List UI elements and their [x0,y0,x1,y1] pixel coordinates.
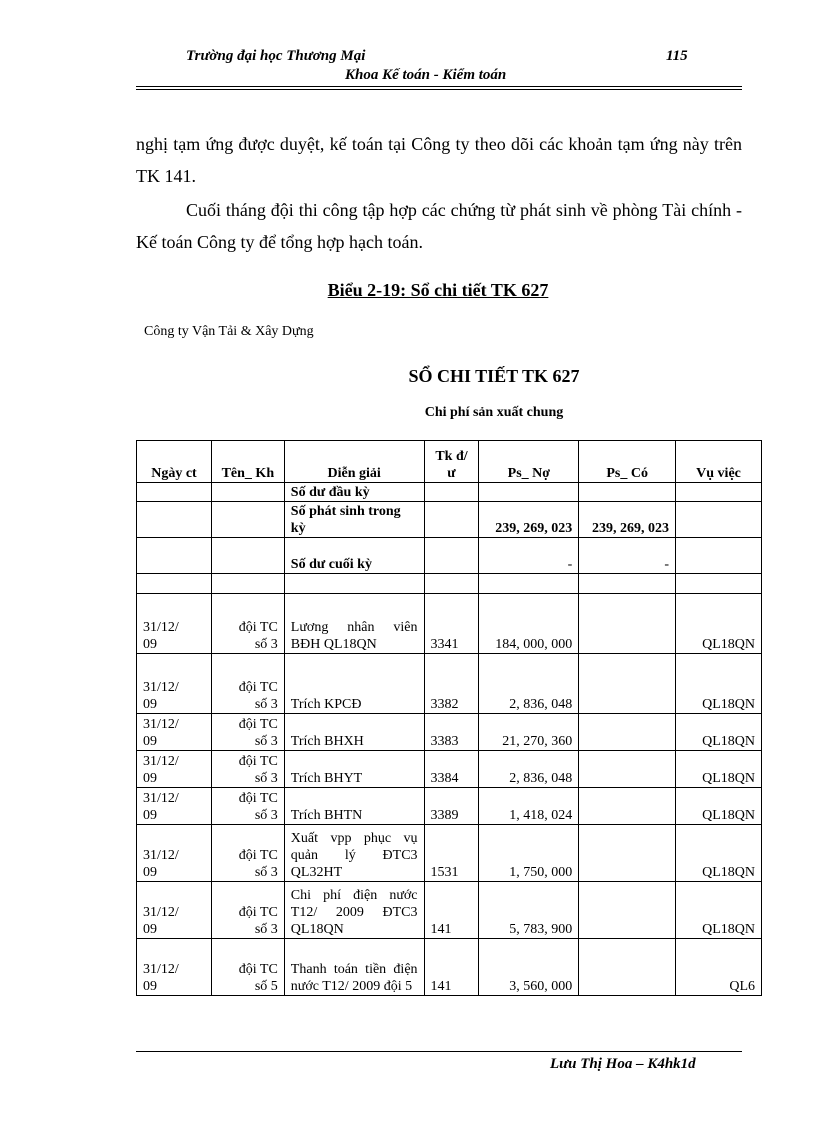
body-paragraph-2: Cuối tháng đội thi công tập hợp các chứng từ phát sinh về phòng Tài chính - Kế toán Công ty để tổng hợp hạch toán. [136,200,742,252]
row-team-line2: số 3 [254,922,278,937]
row-date [137,714,212,751]
header-faculty: Khoa Kế toán - Kiểm toán [345,67,507,83]
row-credit [579,654,676,714]
row-account: 141 [424,939,479,996]
row-date-day: 31/ [143,754,161,769]
row-case: QL18QN [676,788,762,825]
row-date [137,654,212,714]
row-description: Xuất vpp phục vụ quản lý ĐTC3 QL32HT [284,825,424,882]
company-name: Công ty Vận Tải & Xây Dựng [144,324,314,339]
row-case: QL18QN [676,654,762,714]
row-date-year: 09 [143,808,157,823]
col-debit-header: Ps_ Nợ [479,441,579,483]
table-row [137,788,762,825]
table-row [137,939,762,996]
row-date [137,825,212,882]
row-credit [579,825,676,882]
row-date-month: 12/ [160,754,179,769]
row-date [137,594,212,654]
row-team-line2: số 3 [254,865,278,880]
ledger-table [136,440,762,996]
row-team-line2: số 3 [254,771,278,786]
row-date-month: 12/ [160,680,179,695]
row-description: Thanh toán tiền điện nước T12/ 2009 đội 5 [284,939,424,996]
row-credit [579,788,676,825]
row-account: 3384 [424,751,479,788]
row-team-line2: số 3 [254,637,278,652]
row-case: QL18QN [676,751,762,788]
footer-rule [136,1051,742,1052]
header-rule-second [136,89,742,90]
table-row [137,751,762,788]
closing-balance-credit: - [579,538,676,574]
row-account: 1531 [424,825,479,882]
row-team-line2: số 5 [254,979,278,994]
closing-balance-row [137,538,762,574]
row-date-month: 12/ [160,905,179,920]
row-debit: 21, 270, 360 [479,714,579,751]
row-debit: 2, 836, 048 [479,654,579,714]
figure-caption-text: Biểu 2-19: Sổ chi tiết TK 627 [327,280,549,300]
row-team-line2: số 3 [254,697,278,712]
row-team-line1: đội TC [238,620,278,635]
row-date-year: 09 [143,922,157,937]
row-team-line1: đội TC [238,962,278,977]
table-row [137,654,762,714]
row-date-day: 31/ [143,962,161,977]
opening-balance-label: Số dư đầu kỳ [284,483,424,502]
ledger-header-row [137,441,762,483]
row-credit [579,882,676,939]
row-date-day: 31/ [143,680,161,695]
row-account: 141 [424,882,479,939]
row-date [137,788,212,825]
closing-balance-debit: - [479,538,579,574]
row-credit [579,594,676,654]
row-description: Trích KPCĐ [284,654,424,714]
table-row [137,882,762,939]
period-total-row [137,502,762,538]
row-description: Trích BHTN [284,788,424,825]
period-total-label: Số phát sinh trong kỳ [284,502,424,538]
row-credit [579,939,676,996]
table-row [137,825,762,882]
row-description: Trích BHXH [284,714,424,751]
row-date-day: 31/ [143,848,161,863]
row-date [137,882,212,939]
row-case: QL6 [676,939,762,996]
row-date-day: 31/ [143,905,161,920]
row-date-day: 31/ [143,791,161,806]
ledger-subtitle: Chi phí sản xuất chung [424,405,564,420]
row-description: Lương nhân viên BĐH QL18QN [284,594,424,654]
col-credit-header: Ps_ Có [579,441,676,483]
col-date-header: Ngày ct [137,441,212,483]
row-date-year: 09 [143,865,157,880]
row-team [211,788,284,825]
opening-balance-row [137,483,762,502]
row-debit: 3, 560, 000 [479,939,579,996]
row-team [211,939,284,996]
row-team-line2: số 3 [254,808,278,823]
row-case: QL18QN [676,714,762,751]
row-debit: 2, 836, 048 [479,751,579,788]
footer-author: Lưu Thị Hoa – K4hk1d [550,1056,696,1072]
figure-caption [0,280,816,301]
row-case: QL18QN [676,594,762,654]
row-date-month: 12/ [160,848,179,863]
row-date-year: 09 [143,734,157,749]
row-date-month: 12/ [160,962,179,977]
row-debit: 5, 783, 900 [479,882,579,939]
row-date-year: 09 [143,637,157,652]
row-team-line1: đội TC [238,754,278,769]
row-team-line1: đội TC [238,848,278,863]
header-school: Trường đại học Thương Mại [186,48,366,64]
row-team-line2: số 3 [254,734,278,749]
row-team-line1: đội TC [238,680,278,695]
row-credit [579,751,676,788]
row-account: 3383 [424,714,479,751]
row-debit: 1, 750, 000 [479,825,579,882]
col-case-header: Vụ việc [676,441,762,483]
row-team-line1: đội TC [238,791,278,806]
row-date [137,939,212,996]
row-team-line1: đội TC [238,717,278,732]
table-row [137,714,762,751]
period-total-debit: 239, 269, 023 [479,502,579,538]
header-rule [136,86,742,87]
row-team [211,882,284,939]
row-date-month: 12/ [160,620,179,635]
row-date [137,751,212,788]
row-account: 3389 [424,788,479,825]
period-total-credit: 239, 269, 023 [579,502,676,538]
row-case: QL18QN [676,882,762,939]
row-description: Chi phí điện nước T12/ 2009 ĐTC3 QL18QN [284,882,424,939]
ledger-title: SỔ CHI TIẾT TK 627 [408,366,580,386]
row-account: 3341 [424,594,479,654]
col-desc-header: Diễn giải [284,441,424,483]
row-credit [579,714,676,751]
blank-row [137,574,762,594]
row-team [211,751,284,788]
body-paragraph-1: nghị tạm ứng được duyệt, kế toán tại Công ty theo dõi các khoản tạm ứng này trên TK 141. [136,134,742,186]
row-team-line1: đội TC [238,905,278,920]
row-team [211,714,284,751]
row-account: 3382 [424,654,479,714]
row-team [211,594,284,654]
row-date-month: 12/ [160,717,179,732]
row-date-day: 31/ [143,620,161,635]
row-date-year: 09 [143,979,157,994]
row-debit: 1, 418, 024 [479,788,579,825]
row-date-year: 09 [143,697,157,712]
row-description: Trích BHYT [284,751,424,788]
row-date-day: 31/ [143,717,161,732]
row-date-year: 09 [143,771,157,786]
row-case: QL18QN [676,825,762,882]
closing-balance-label: Số dư cuối kỳ [284,538,424,574]
page-number: 115 [666,48,688,64]
table-row [137,594,762,654]
row-debit: 184, 000, 000 [479,594,579,654]
row-team [211,825,284,882]
row-team [211,654,284,714]
col-account-header: Tk đ/ ư [424,441,479,483]
row-date-month: 12/ [160,791,179,806]
col-name-header: Tên_ Kh [211,441,284,483]
